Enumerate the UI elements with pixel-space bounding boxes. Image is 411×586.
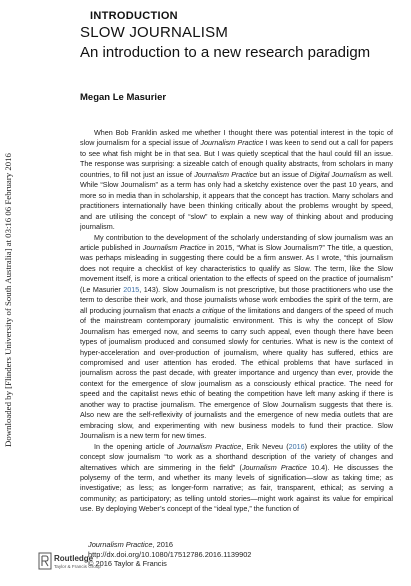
text-run: I was keen to send out a call for papers to see what fish might be in that sea. But I was quietly sceptical that the haul could fill an issue. The response was surprising: a sizeable catch of enough quality abstracts, from scholars in many countries, to fill not just an issue of	[80, 138, 393, 179]
citation-link[interactable]: 2016	[288, 441, 305, 451]
text-run: 10.4). He discusses the polysemy of the term, and whether its many levels of signification—slow as taking time; as investigative; as less; as longer-form narrative; as fair, transparent, ethical; as serving a community; as participatory; as telling untold stories—might work against its value for empirical use. By deploying Weber’s concept of the “ideal type,” the function of	[80, 462, 393, 514]
text-run: in 2015, “What is Slow Journalism?” The title, a question, was perhaps misleading in suggesting there could be a firm answer. As I wrote, “this journalism does not require a checklist of key characteristics to qualify as Slow. The term, like the Slow movement itself, is more a critical orientation to the effects of speed on the practice of journalism” (Le Masurier	[80, 242, 393, 294]
text-run: of the limitations and dangers of the speed of much of the mainstream contemporary journalistic environment. This is why the concept of Slow Journalism has emerged now, and seems to carry such appeal, even though there have been types of journalism produced and consumed slowly for centuries. What is new is the context of hyper-acceleration and over-production of journalism, where quality has suffered, ethics are compromised and user attention has eroded. The ethical problems that have surfaced in journalism across the past decade, with greater importance and urgency than ever, provide the context for the emergence of slow journalism as a consciously ethical practice. The need for speed and the capitalist news ethic of beating the competition have left many asking if there is another way to practise journalism. The emergence of Slow Journalism suggests that there is. Also new are the self-reflexivity of journalists and the emergence of new media outlets that are embracing slow, and experimenting with new business models to fund their practice. Slow Journalism is a new term for new times.	[80, 305, 393, 441]
text-run: , 143). Slow Journalism is not prescriptive, but those practitioners who use the term to describe their work, and those journalists whose work embodies the spirit of the term, are all producing journalism that	[80, 284, 393, 315]
italic-text: Journalism Practice	[142, 242, 206, 252]
copyright-line: © 2016 Taylor & Francis	[88, 559, 167, 569]
text-run: When Bob Franklin asked me whether I thought there was potential interest in the topic of slow journalism for a special issue of	[80, 128, 393, 148]
article-body	[80, 128, 393, 528]
italic-text: Journalism Practice	[177, 441, 242, 451]
text-run: but an issue of	[257, 169, 310, 179]
publisher-name: Routledge	[54, 554, 94, 563]
italic-text: Digital Journalism	[309, 169, 367, 179]
page-footer	[38, 540, 388, 582]
italic-text: Journalism Practice	[194, 169, 258, 179]
body-paragraph	[80, 442, 393, 515]
text-run: , Erik Neveu (	[241, 441, 289, 451]
citation-link[interactable]: 2015	[123, 284, 140, 294]
publisher-subtitle: Taylor & Francis Group	[54, 564, 101, 569]
article-title: SLOW JOURNALISM	[80, 24, 229, 41]
article-subtitle: An introduction to a new research paradigm	[80, 44, 371, 61]
citation-block	[88, 540, 251, 569]
section-label: INTRODUCTION	[90, 10, 178, 22]
text-run: ) explores the utility of the concept slow journalism “to work as a shorthand description of the variety of changes and alternatives which are simmering in the field” (	[80, 441, 393, 472]
text-run: as well. While “Slow Journalism” as a term has only had a sketchy existence over the past 10 years, and more so in media than in scholarship, it appears that the concept has traction. Many scholars and practitioners internationally have been thinking critically about the problems wrought by speed, and are utilising the concept of “slow” to explain a new way of thinking about and producing journalism.	[80, 169, 393, 232]
italic-text: Journalism Practice	[241, 462, 307, 472]
doi-link[interactable]: http://dx.doi.org/10.1080/17512786.2016.1139902	[88, 549, 252, 559]
italic-text: Journalism Practice	[200, 138, 264, 148]
download-note: Downloaded by [Flinders University of South Australia] at 03:16 06 February 2016	[3, 153, 13, 447]
routledge-logo-icon	[38, 552, 52, 570]
body-paragraph	[80, 233, 393, 442]
journal-name: Journalism Practice	[88, 540, 153, 549]
italic-text: enacts a critique	[172, 305, 226, 315]
text-run: In the opening article of	[94, 441, 178, 451]
journal-year: , 2016	[152, 540, 174, 549]
body-paragraph	[80, 128, 393, 233]
text-run: My contribution to the development of the scholarly understanding of slow journalism was an article published in	[80, 232, 393, 252]
author-name: Megan Le Masurier	[80, 92, 167, 103]
download-watermark	[2, 150, 14, 450]
